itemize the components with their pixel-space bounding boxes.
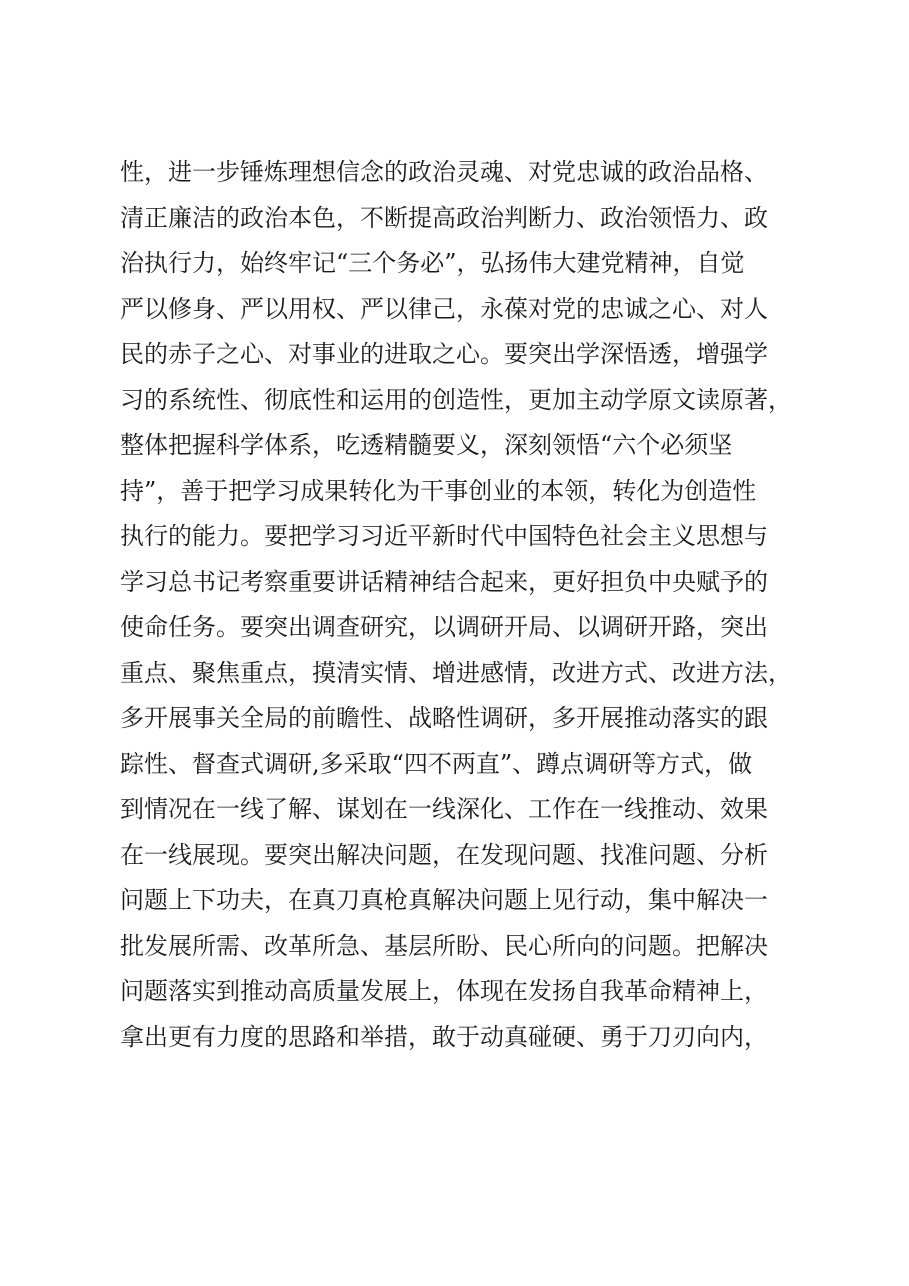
text-line: 使命任务。要突出调查研究，以调研开局、以调研开路，突出 (120, 613, 768, 641)
text-line: 踪性、督查式调研,多采取“四不两直”、蹲点调研等方式，做 (120, 749, 753, 778)
text-line: 学习总书记考察重要讲话精神结合起来，更好担负中央赋予的 (120, 567, 768, 596)
text-line: 拿出更有力度的思路和举措，敢于动真碰硬、勇于刀刃向内， (120, 1022, 768, 1051)
text-line: 严以修身、严以用权、严以律己，永葆对党的忠诚之心、对人 (120, 294, 768, 323)
text-line: 性，进一步锤炼理想信念的政治灵魂、对党忠诚的政治品格、 (120, 158, 768, 186)
text-line: 治执行力，始终牢记“三个务必”，弘扬伟大建党精神，自觉 (120, 249, 745, 277)
text-line: 习的系统性、彻底性和运用的创造性，更加主动学原文读原著， (120, 385, 792, 414)
text-line: 执行的能力。要把学习习近平新时代中国特色社会主义思想与 (120, 522, 768, 550)
text-line: 民的赤子之心、对事业的进取之心。要突出学深悟透，增强学 (120, 340, 768, 368)
text-line: 问题上下功夫，在真刀真枪真解决问题上见行动，集中解决一 (120, 886, 768, 914)
text-line: 清正廉洁的政治本色，不断提高政治判断力、政治领悟力、政 (120, 203, 768, 232)
text-line: 批发展所需、改革所急、基层所盼、民心所向的问题。把解决 (120, 931, 768, 960)
text-line: 重点、聚焦重点，摸清实情、增进感情，改进方式、改进方法， (120, 658, 792, 687)
text-line: 持”，善于把学习成果转化为干事创业的本领，转化为创造性 (120, 476, 757, 505)
text-line: 多开展事关全局的前瞻性、战略性调研，多开展推动落实的跟 (120, 704, 768, 732)
body-text (120, 150, 810, 1060)
text-line: 问题落实到推动高质量发展上，体现在发扬自我革命精神上， (120, 977, 768, 1005)
text-line: 到情况在一线了解、谋划在一线深化、工作在一线推动、效果 (120, 795, 768, 823)
text-line: 在一线展现。要突出解决问题，在发现问题、找准问题、分析 (120, 840, 768, 869)
text-line: 整体把握科学体系，吃透精髓要义，深刻领悟“六个必须坚 (120, 431, 733, 459)
